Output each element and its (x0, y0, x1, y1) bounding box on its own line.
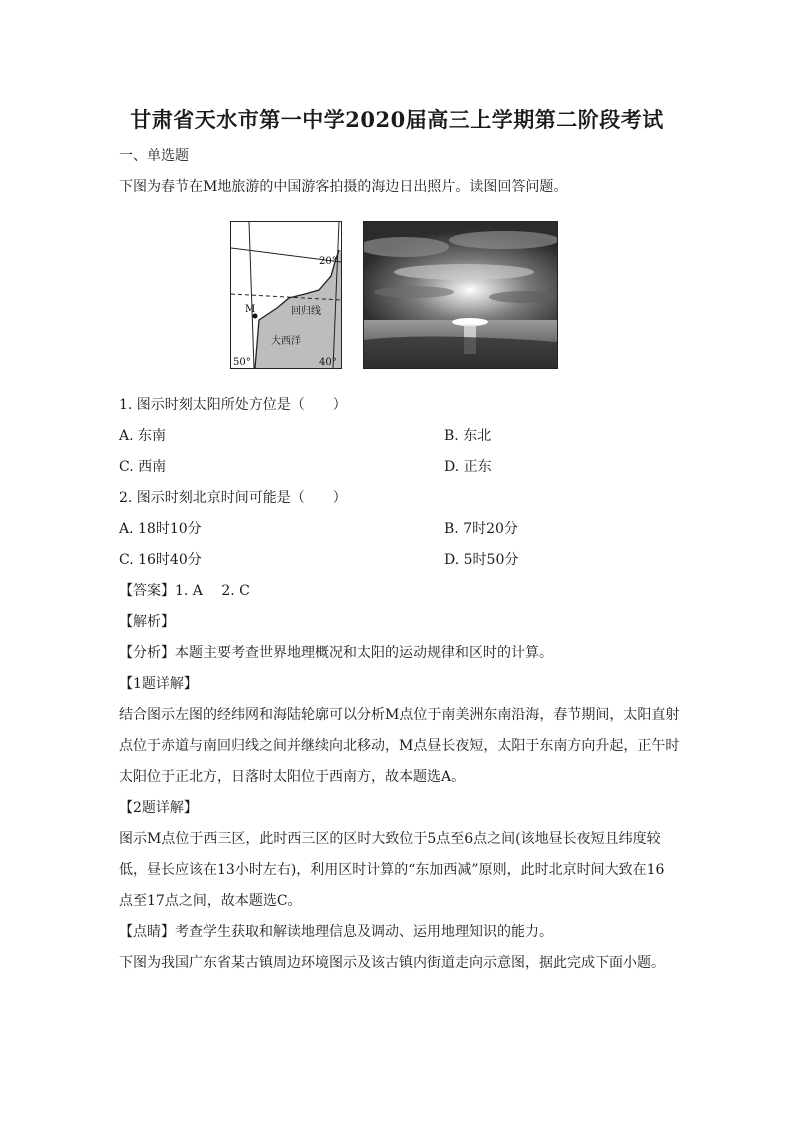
q1-option-d[interactable]: D. 正东 (444, 459, 492, 475)
question-intro: 下图为春节在M地旅游的中国游客拍摄的海边日出照片。读图回答问题。 (119, 179, 568, 195)
map-label-40: 40° (319, 357, 337, 368)
comment-text: 【点睛】考查学生获取和解读地理信息及调动、运用地理知识的能力。 (119, 924, 553, 940)
q2-option-a[interactable]: A. 18时10分 (119, 521, 202, 537)
map-label-tropic: 回归线 (291, 306, 321, 317)
q2-stem: 2. 图示时刻北京时间可能是（ ） (119, 490, 347, 506)
q2-option-b[interactable]: B. 7时20分 (444, 521, 518, 537)
map-figure (230, 221, 342, 369)
detail2-line2: 低，昼长应该在13小时左右)，利用区时计算的“东加西减”原则，此时北京时间大致在16 (119, 862, 665, 878)
analysis-text: 【分析】本题主要考查世界地理概况和太阳的运动规律和区时的计算。 (119, 645, 553, 661)
q2-option-c[interactable]: C. 16时40分 (119, 552, 202, 568)
q1-stem: 1. 图示时刻太阳所处方位是（ ） (119, 397, 347, 413)
q1-option-c[interactable]: C. 西南 (119, 459, 167, 475)
map-label-50: 50° (233, 357, 251, 368)
detail2-line3: 点至17点之间，故本题选C。 (119, 893, 302, 909)
detail1-line1: 结合图示左图的经纬网和海陆轮廓可以分析M点位于南美洲东南沿海，春节期间，太阳直射 (119, 707, 680, 723)
page-title: 甘肃省天水市第一中学2020届高三上学期第二阶段考试 (130, 107, 664, 132)
next-question-intro: 下图为我国广东省某古镇周边环境图示及该古镇内街道走向示意图，据此完成下面小题。 (119, 955, 665, 971)
analysis-heading: 【解析】 (119, 614, 175, 630)
q1-option-b[interactable]: B. 东北 (444, 428, 492, 444)
sunrise-photo (363, 221, 558, 369)
detail2-heading: 【2题详解】 (119, 800, 198, 816)
q1-option-a[interactable]: A. 东南 (119, 428, 167, 444)
detail1-heading: 【1题详解】 (119, 676, 198, 692)
detail1-line3: 太阳位于正北方，日落时太阳位于西南方，故本题选A。 (119, 769, 466, 785)
detail1-line2: 点位于赤道与南回归线之间并继续向北移动，M点昼长夜短，太阳于东南方向升起，正午时 (119, 738, 680, 754)
map-label-20: 20° (319, 256, 337, 267)
detail2-line1: 图示M点位于西三区，此时西三区的区时大致位于5点至6点之间(该地昼长夜短且纬度较 (119, 831, 661, 847)
section-heading: 一、单选题 (119, 148, 189, 164)
answer-line: 【答案】1. A 2. C (119, 583, 250, 599)
map-label-m: M (245, 304, 256, 315)
q2-option-d[interactable]: D. 5时50分 (444, 552, 519, 568)
map-label-ocean: 大西洋 (271, 336, 301, 347)
